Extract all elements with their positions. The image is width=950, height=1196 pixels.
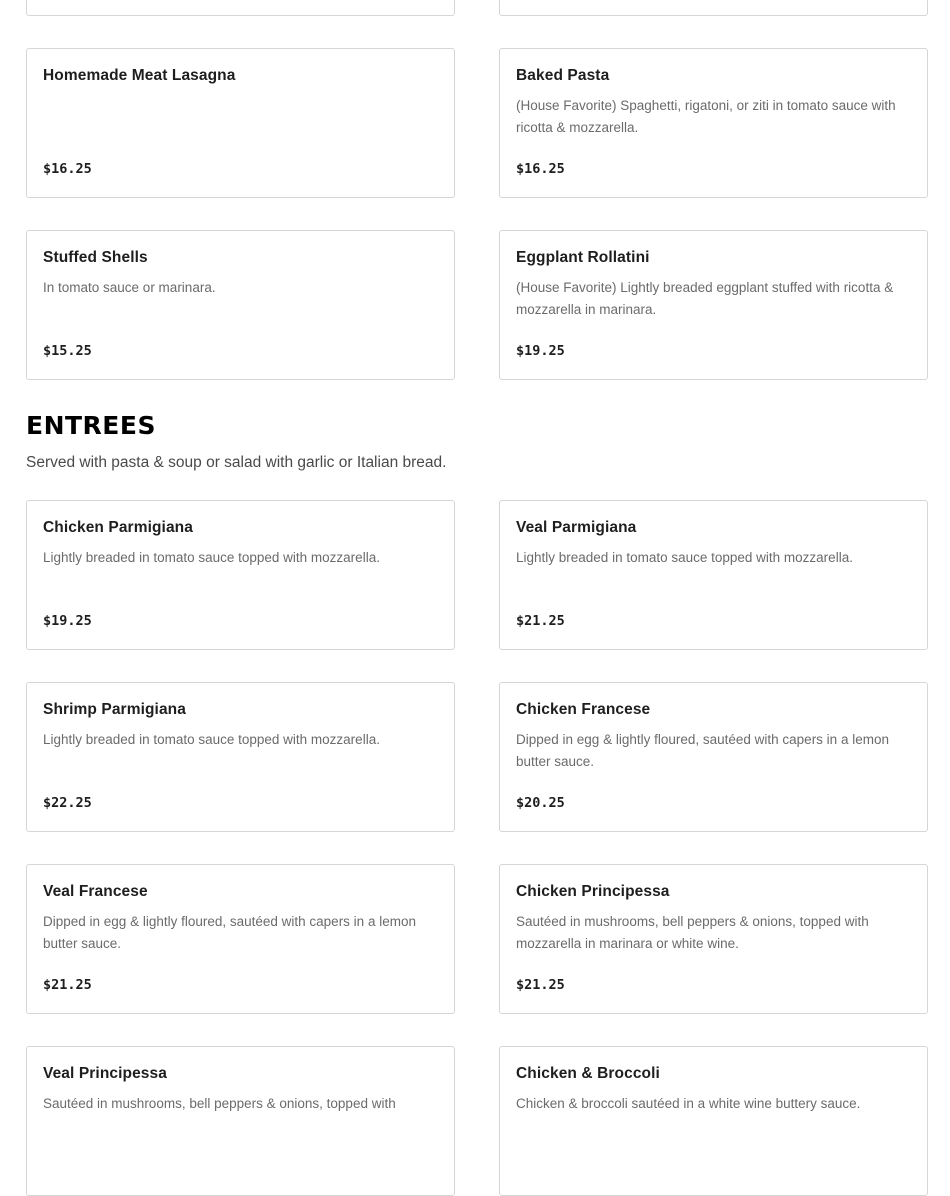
menu-item-card[interactable]	[499, 500, 928, 650]
menu-item-description: In tomato sauce or marinara.	[43, 280, 216, 295]
menu-item-name: Homemade Meat Lasagna	[43, 67, 236, 84]
menu-item-price: $21.25	[516, 977, 565, 993]
menu-item-name: Chicken Parmigiana	[43, 519, 193, 536]
menu-item-price: $21.25	[516, 613, 565, 629]
menu-item-card[interactable]	[499, 0, 928, 16]
menu-item-name: Stuffed Shells	[43, 249, 148, 266]
menu-item-card[interactable]	[26, 1046, 455, 1196]
menu-item-description: (House Favorite) Lightly breaded eggplant stuffed with ricotta & mozzarella in marinara.	[516, 280, 894, 317]
menu-item-description: Dipped in egg & lightly floured, sautéed with capers in a lemon butter sauce.	[43, 914, 416, 951]
menu-item-description: Chicken & broccoli sautéed in a white wine buttery sauce.	[516, 1096, 861, 1111]
menu-item-price: $16.25	[516, 161, 565, 177]
menu-item-card[interactable]	[26, 682, 455, 832]
section-title: ENTREES	[26, 411, 156, 440]
menu-item-price: $20.25	[516, 795, 565, 811]
menu-item-price: $21.25	[43, 977, 92, 993]
menu-item-name: Baked Pasta	[516, 67, 610, 84]
menu-item-description: Lightly breaded in tomato sauce topped with mozzarella.	[43, 732, 380, 747]
menu-item-description: (House Favorite) Spaghetti, rigatoni, or ziti in tomato sauce with ricotta & mozzarella.	[516, 98, 896, 135]
menu-item-description: Sautéed in mushrooms, bell peppers & onions, topped with	[43, 1096, 396, 1111]
menu-item-price: $19.25	[43, 613, 92, 629]
menu-item-description: Sautéed in mushrooms, bell peppers & onions, topped with mozzarella in marinara or white wine.	[516, 914, 869, 951]
menu-item-name: Chicken Francese	[516, 701, 651, 718]
menu-item-card[interactable]	[499, 48, 928, 198]
section-subtitle: Served with pasta & soup or salad with garlic or Italian bread.	[26, 454, 447, 471]
menu-item-name: Chicken Principessa	[516, 883, 670, 900]
menu-item-card[interactable]	[499, 1046, 928, 1196]
menu-item-card[interactable]	[26, 230, 455, 380]
menu-item-card[interactable]	[499, 230, 928, 380]
menu-item-description: Lightly breaded in tomato sauce topped with mozzarella.	[43, 550, 380, 565]
menu-item-price: $16.25	[43, 161, 92, 177]
menu-item-price: $19.25	[516, 343, 565, 359]
menu-item-description: Lightly breaded in tomato sauce topped with mozzarella.	[516, 550, 853, 565]
menu-item-price: $15.25	[43, 343, 92, 359]
menu-item-card[interactable]	[26, 500, 455, 650]
menu-item-name: Chicken & Broccoli	[516, 1065, 660, 1082]
menu-item-name: Veal Parmigiana	[516, 519, 637, 536]
menu-item-name: Shrimp Parmigiana	[43, 701, 186, 718]
menu-item-description: Dipped in egg & lightly floured, sautéed with capers in a lemon butter sauce.	[516, 732, 889, 769]
menu-item-card[interactable]	[26, 48, 455, 198]
menu-item-name: Eggplant Rollatini	[516, 249, 650, 266]
menu-item-name: Veal Francese	[43, 883, 148, 900]
menu-item-card[interactable]	[26, 0, 455, 16]
menu-item-price: $22.25	[43, 795, 92, 811]
menu-item-card[interactable]	[499, 864, 928, 1014]
menu-item-name: Veal Principessa	[43, 1065, 167, 1082]
menu-item-card[interactable]	[499, 682, 928, 832]
menu-item-card[interactable]	[26, 864, 455, 1014]
